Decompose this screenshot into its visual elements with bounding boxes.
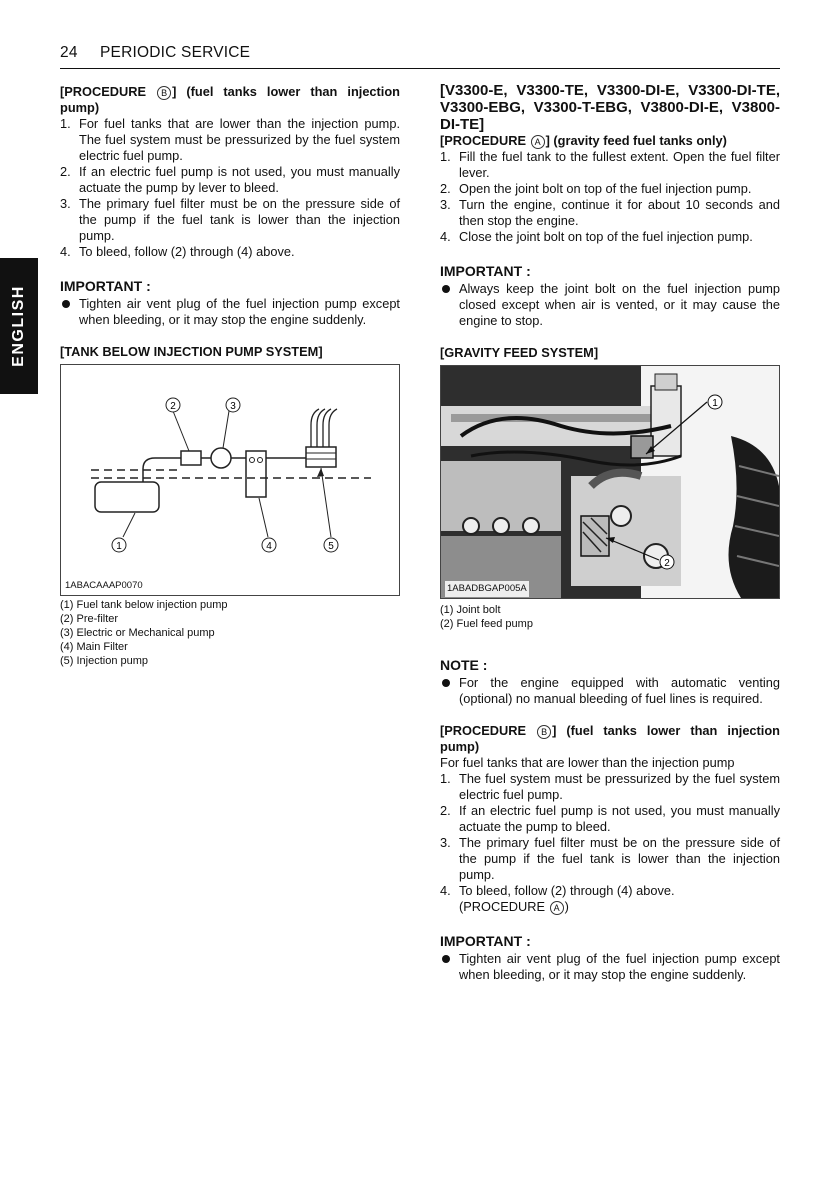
procedure-b-heading: [PROCEDURE B ] (fuel tanks lower than injection pump) bbox=[60, 84, 401, 115]
list-item: 1. For fuel tanks that are lower than the injection pump. The fuel system must be pressurized by the fuel system electric fuel pump. bbox=[60, 116, 400, 163]
right-column bbox=[440, 84, 780, 983]
procedure-b-heading: [PROCEDURE B ] (fuel tanks lower than injection pump) bbox=[440, 723, 781, 754]
figure-code: 1ABADBGAP005A bbox=[445, 581, 529, 597]
procedure-b-steps bbox=[440, 771, 780, 899]
callout-4: 4 bbox=[266, 541, 272, 552]
important-text: Tighten air vent plug of the fuel injection pump except when bleeding, or it may stop the engine suddenly. bbox=[440, 951, 780, 983]
list-item: 4. To bleed, follow (2) through (4) above. bbox=[440, 883, 675, 898]
procedure-reference: (PROCEDURE A ) bbox=[459, 899, 569, 914]
note-text: For the engine equipped with automatic venting (optional) no manual bleeding of fuel lines is required. bbox=[440, 675, 780, 707]
letter-circle: A bbox=[550, 901, 564, 915]
caption: (2) Pre-filter bbox=[60, 613, 119, 625]
diagram-drawing bbox=[61, 365, 399, 595]
procedure-b-steps bbox=[60, 116, 400, 260]
list-item: 2. Open the joint bolt on top of the fuel injection pump. bbox=[440, 181, 752, 196]
caption: (5) Injection pump bbox=[60, 655, 149, 667]
gravity-feed-photo bbox=[440, 365, 780, 599]
list-item: 3. The primary fuel filter must be on the pressure side of the pump if the fuel tank is lower than the injection pump. bbox=[60, 196, 400, 243]
gravity-figure-captions bbox=[440, 603, 780, 631]
section-title: PERIODIC SERVICE bbox=[100, 44, 251, 61]
list-item: 4. Close the joint bolt on top of the fuel injection pump. bbox=[440, 229, 753, 244]
page-number: 24 bbox=[60, 44, 78, 61]
caption: (3) Electric or Mechanical pump bbox=[60, 627, 215, 639]
list-item: 2. If an electric fuel pump is not used, you must manually actuate the pump by lever to bleed. bbox=[60, 164, 400, 195]
important-label: IMPORTANT : bbox=[60, 278, 151, 294]
callout-3: 3 bbox=[230, 401, 236, 412]
list-item: 3. The primary fuel filter must be on the pressure side of the pump if the fuel tank is lower than the injection pump. bbox=[440, 835, 780, 882]
procedure-a-heading: [PROCEDURE A ] (gravity feed fuel tanks only) bbox=[440, 133, 727, 148]
procedure-a-steps bbox=[440, 149, 780, 245]
callout-2: 2 bbox=[664, 558, 670, 569]
gravity-figure-title: [GRAVITY FEED SYSTEM] bbox=[440, 345, 599, 360]
callout-2: 2 bbox=[170, 401, 176, 412]
engine-illustration bbox=[441, 366, 779, 598]
important-text: Tighten air vent plug of the fuel injection pump except when bleeding, or it may stop the engine suddenly. bbox=[60, 296, 400, 328]
list-item: 2. If an electric fuel pump is not used, you must manually actuate the pump to bleed. bbox=[440, 803, 780, 834]
letter-circle: B bbox=[157, 86, 171, 100]
letter-circle: B bbox=[537, 725, 551, 739]
list-item: 3. Turn the engine, continue it for about 10 seconds and then stop the engine. bbox=[440, 197, 780, 228]
callout-5: 5 bbox=[328, 541, 334, 552]
left-column bbox=[60, 84, 400, 668]
model-list-heading: [V3300-E, V3300-TE, V3300-DI-E, V3300-DI-TE, V3300-EBG, V3300-T-EBG, V3800-DI-E, V3800-DI-TE] bbox=[440, 82, 780, 133]
list-item: 4. To bleed, follow (2) through (4) above. bbox=[60, 244, 295, 259]
letter-circle: A bbox=[531, 135, 545, 149]
list-item: 1. Fill the fuel tank to the fullest extent. Open the fuel filter lever. bbox=[440, 149, 780, 180]
tank-figure-captions bbox=[60, 598, 400, 668]
caption: (1) Joint bolt bbox=[440, 604, 501, 616]
important-text: Always keep the joint bolt on the fuel injection pump closed except when air is vented, or it may cause the engine to stop. bbox=[440, 281, 780, 329]
important-label: IMPORTANT : bbox=[440, 933, 531, 949]
language-tab bbox=[0, 258, 38, 394]
procedure-b-intro: For fuel tanks that are lower than the injection pump bbox=[440, 755, 735, 770]
language-tab-label: ENGLISH bbox=[10, 285, 27, 367]
tank-figure-title: [TANK BELOW INJECTION PUMP SYSTEM] bbox=[60, 344, 323, 359]
figure-code: 1ABACAAAP0070 bbox=[65, 580, 143, 591]
callout-1: 1 bbox=[712, 398, 718, 409]
caption: (4) Main Filter bbox=[60, 641, 128, 653]
caption: (1) Fuel tank below injection pump bbox=[60, 599, 228, 611]
note-label: NOTE : bbox=[440, 657, 488, 673]
tank-system-diagram bbox=[60, 364, 400, 596]
important-label: IMPORTANT : bbox=[440, 263, 531, 279]
caption: (2) Fuel feed pump bbox=[440, 618, 533, 630]
page-header bbox=[60, 42, 780, 69]
list-item: 1. The fuel system must be pressurized by the fuel system electric fuel pump. bbox=[440, 771, 780, 802]
callout-1: 1 bbox=[116, 541, 122, 552]
